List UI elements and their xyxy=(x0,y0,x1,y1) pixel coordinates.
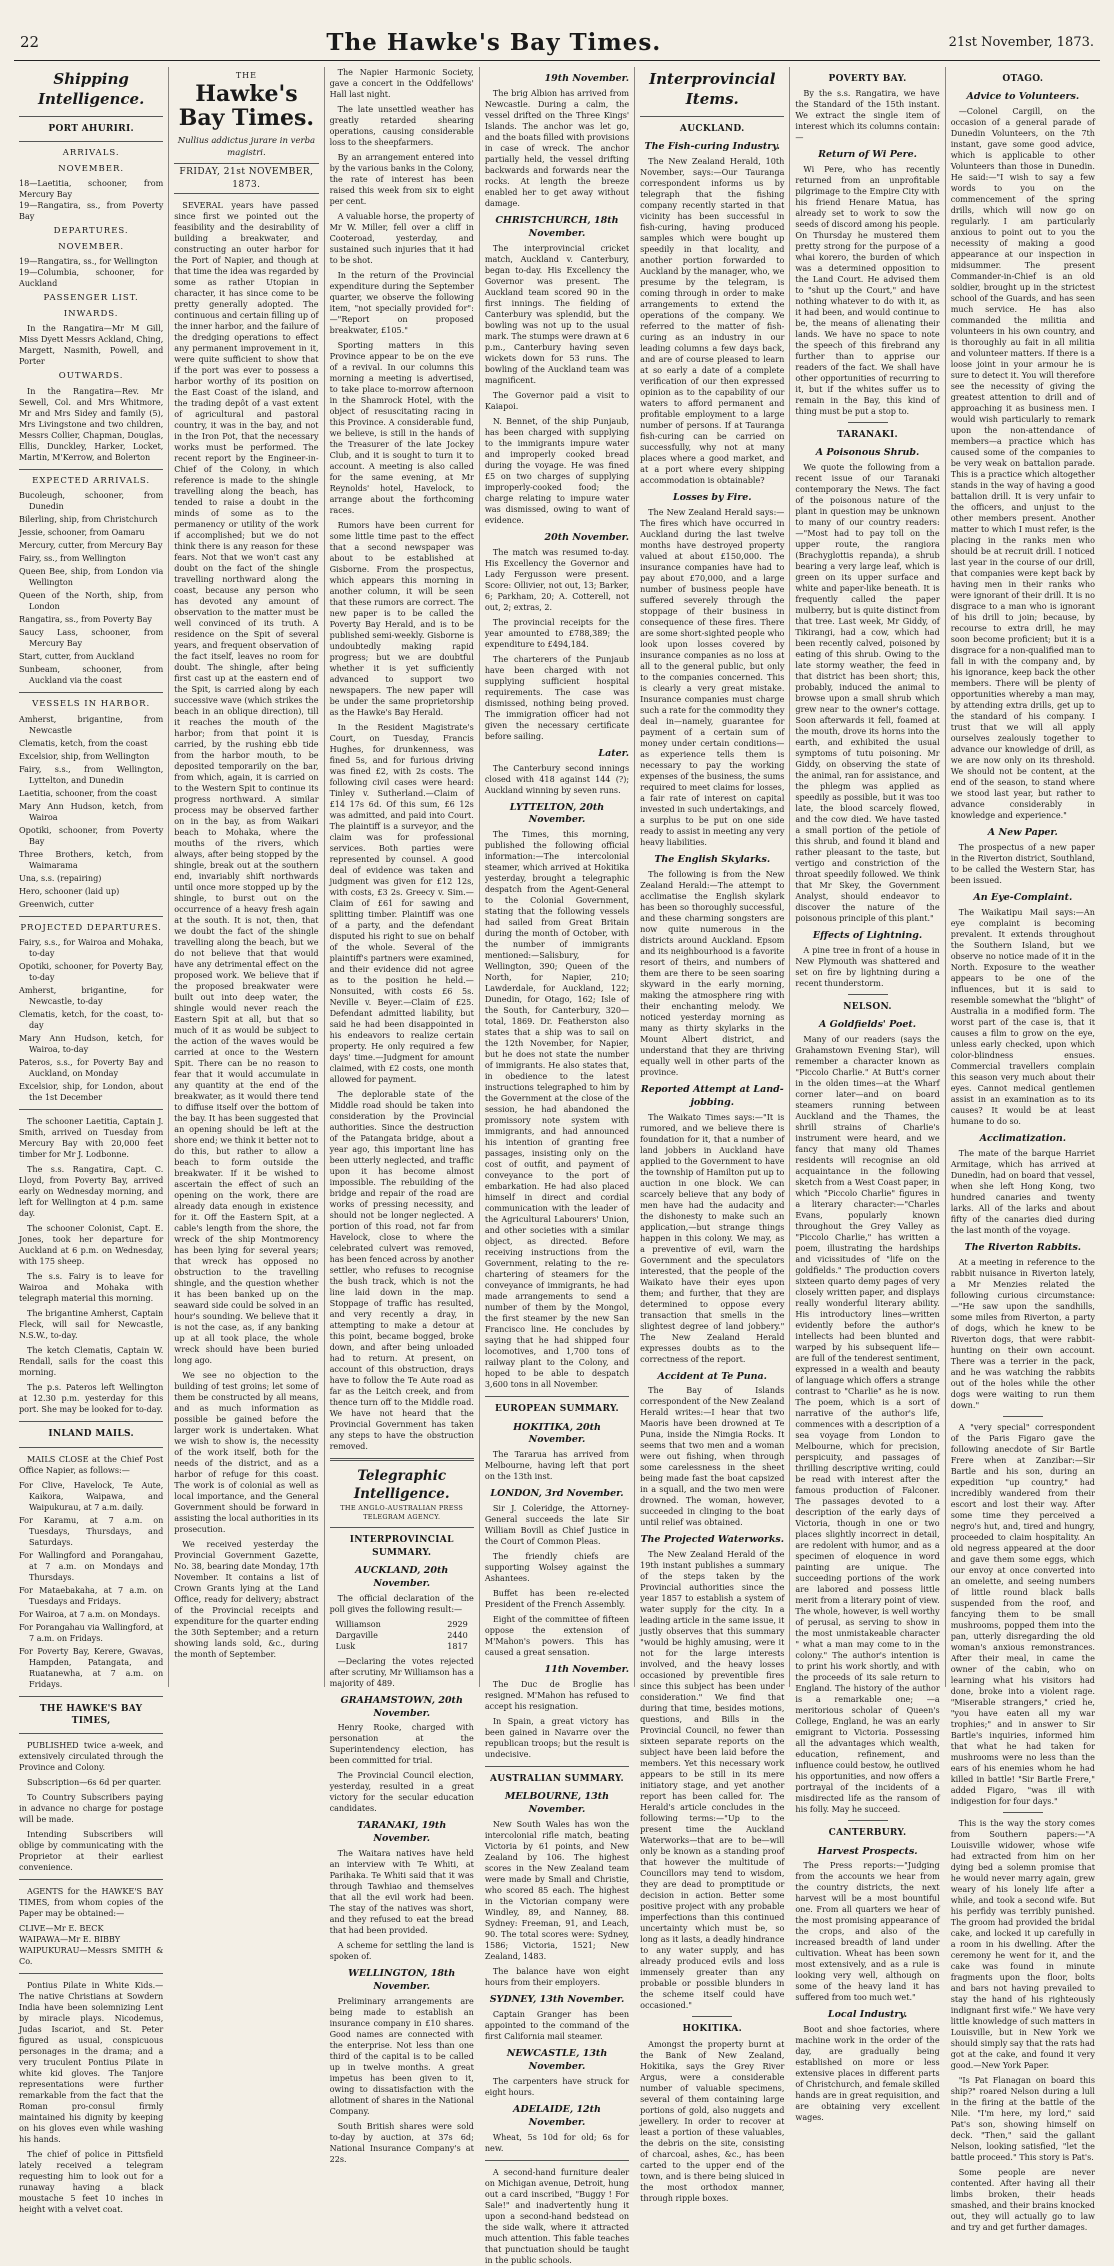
harbor-item: Clematis, ketch, from the coast xyxy=(19,737,148,748)
local-paragraph: Sporting matters in this Province appear to be on the eve of a revival. In our columns this morning a meeting is advertised, to take place to-morrow afternoon in the Shamrock Hotel, with the object of resuscitating racing in this Province. A considerable fund, we believe, is still in the hands of the Treasurer of the late Jockey Club, and it is sought to turn it to account. A meeting is also called for the same evening, at Mr Reynolds' hotel, Havelock, to arrange about the forthcoming races. xyxy=(329,340,474,515)
projected-heading: PROJECTED DEPARTURES. xyxy=(20,922,162,933)
industry-heading: Local Industry. xyxy=(827,2009,908,2021)
paper-date: FRIDAY, 21st NOVEMBER, 1873. xyxy=(174,163,318,193)
column-7 xyxy=(946,67,1100,2232)
outwards-text: In the Rangatira—Rev. Mr Sewell, Col. and Mrs Whitmore, Mr and Mrs Sidey and family (5), Mrs Livingstone and two children, Messrs Collier, Chapman, Douglas, Ellis, Dunckley, Harker, Locket, Martin, M'Kerrow, and Bolerton xyxy=(19,385,164,462)
christchurch-paragraphs xyxy=(485,243,629,526)
local-paragraph: A valuable horse, the property of Mr W. Miller, fell over a cliff in Cooteroad, yesterday, and sustained such injuries that it had to be shot. xyxy=(329,211,474,265)
new-paper-text: The prospectus of a new paper in the Riverton district, Southland, to be called the Western Star, has been issued. xyxy=(950,842,1095,886)
wipere-heading: Return of Wi Pere. xyxy=(818,149,917,161)
candidate-votes: 2440 xyxy=(447,1629,468,1640)
volunteers-text: —Colonel Cargill, on the occasion of a general parade of Dunedin Volunteers, on the 7th instant, gave some good advice, which is applicable to other Volunteers than those in Dunedin. He said:—"I wish to say a few words to you on the commencement of the spring drills, which will now go on regularly. I am particularly anxious to point out to you the necessity of making a good appearance at our inspection in midsummer. The present Commander-in-Chief is an old soldier, brought up in the strictest school of the Guards, and has seen much service. He has also commanded the militia and volunteers in his own country, and is thoroughly au fait in all militia and volunteer matters. If there is a loose joint in your armour he is sure to detect it. You will therefore see the necessity of giving the greatest attention to drill and of approaching it as business men. I would wish particularly to remark upon the non-attendance of members—a practice which has caused some of the companies to be very weak on battalion parade. This is a practice which altogether stands in the way of having a good battalion drill. It is very unfair to the officers, and unjust to the other members present. Another matter to which I must refer, is the placing in the ranks men who should be at recruit drill. I noticed last year in the course of our drill, that companies were kept back by having men in their ranks who were ignorant of their drill. It is no disgrace to a man who is ignorant of his drill to join; because, by recourse to extra drill, he may soon become proficient; but it is a disgrace for a non-qualified man to fall in with the company and, by his ignorance, keep back the other members. There will be plenty of opportunities whereby a man may, by attending extra drills, get up to the standard of his company. I trust that we will all apply ourselves zealously together to advance our knowledge of drill, as we are now only on its threshold. We should not be content, at the end of the season, to stand where we stood last year, but rather to advance considerably in knowledge and experience." xyxy=(950,106,1095,821)
mail-item: For Porangahau via Wallingford, at 7 a.m. on Fridays. xyxy=(19,1621,164,1643)
canterbury-heading: CANTERBURY. xyxy=(828,1828,907,1839)
frere-anecdote: A "very special" correspondent of the Paris Figaro gave the following anecdote of Sir Bartle Frere when at Zanzibar:—Sir Bartle and his son, during an expedition "up country," had incredibly wandered from their escort and lost their way. After some time they perceived a negro's hut, and, tired and hungry, proceeded to claim hospitality. An old negress appeared at the door and gave them some eggs, which our envoy at once converted into an omelette, and seeing numbers of little round black balls suspended from the roof, and fancying them to be small mushrooms, popped them into the pan, utterly disregarding the old woman's anxious remonstrances. After their meal, in came the owner of the cabin, who on learning what his visitors had done, broke into a violent rage. "Miserable strangers," cried he, "you have eaten all my war trophies;" and in answer to Sir Bartle's inquiries, informed him that what he had taken for mushrooms were no less than the ears of his enemies whom he had killed in battle! "Sir Bartle Frere," added Figaro, "was ill with indigestion for four days." xyxy=(950,1421,1095,1806)
harbor-item: Hero, schooner (laid up) xyxy=(19,885,120,896)
expected-item: Jessie, schooner, from Oamaru xyxy=(19,527,145,538)
arrival-item: 18—Laetitia, schooner, from Mercury Bay xyxy=(19,178,164,200)
mail-item: For Karamu, at 7 a.m. on Tuesdays, Thursdays, and Saturdays. xyxy=(19,1514,164,1547)
projected-item: Opotiki, schooner, for Poverty Bay, to-day xyxy=(19,961,164,983)
projected-item: Excelsior, ship, for London, about the 1st December xyxy=(19,1081,164,1103)
poverty-intro: By the s.s. Rangatira, we have the Standard of the 15th instant. We extract the single item of interest which its columns contain:— xyxy=(795,88,940,143)
news-paragraph: The interprovincial cricket match, Auckland v. Canterbury, began to-day. His Excellency the Governor was present. The Auckland team scored 90 in the first innings. The fielding of Canterbury was splendid, but the bowling was not up to the usual mark. The stumps were drawn at 6 p.m., Canterbury having seven wickets down for 53 runs. The bowling of the Auckland team was magnificent. xyxy=(484,242,630,385)
expected-item: Queen of the North, ship, from London xyxy=(19,590,164,612)
mail-item: For Wairoa, at 7 a.m. on Mondays. xyxy=(19,1608,161,1619)
european-heading: EUROPEAN SUMMARY. xyxy=(495,1404,619,1415)
projected-item: Fairy, s.s., for Wairoa and Mohaka, to-day xyxy=(19,937,164,959)
poll-row xyxy=(330,1641,474,1652)
shipping-note: The p.s. Pateros left Wellington at 12.30 p.m. yesterday for this port. She may be looked for to-day. xyxy=(19,1382,164,1415)
rabbits-heading: The Riverton Rabbits. xyxy=(964,1241,1082,1253)
nameplate-the: THE xyxy=(235,71,257,80)
expected-item: Fairy, ss., from Wellington xyxy=(19,553,126,564)
harvest-text: The Press reports:—"Judging from the accounts we hear from the country districts, the next harvest will be a most bountiful one. From all quarters we hear of the most promising appearance of the crops, and also of the increased breadth of land under cultivation. Wheat has been sown most extensively, and as a rule is looking very well, although on some of the heavy land it has suffered from too much wet." xyxy=(795,1860,940,2003)
harbor-item: Una, s.s. (repairing) xyxy=(19,872,102,883)
harbor-item: Opotiki, schooner, from Poverty Bay xyxy=(19,824,164,846)
news-paragraph: The provincial receipts for the year amounted to £788,389; the expenditure to £494,184. xyxy=(484,616,630,649)
melbourne-text-2: The balance have won eight hours from their employers. xyxy=(484,1966,630,1988)
news-paragraph: The match was resumed to-day. His Excellency the Governor and Lady Fergusson were present. Score: Ollivier, not out, 13; Barker, 6; Parkham, 20; A. Cotterell, not out, 2; extras, 2. xyxy=(484,546,630,612)
auckland-text-2: —Declaring the votes rejected after scrutiny, Mr Williamson has a majority of 489. xyxy=(329,1655,474,1688)
adelaide-text: Wheat, 5s 10d for old; 6s for new. xyxy=(484,2131,630,2153)
agents-list xyxy=(19,1923,163,1967)
candidate-name: Dargaville xyxy=(335,1629,378,1640)
grahamstown-text: Henry Rooke, charged with personation at the Superintendency election, has been committed for trial. xyxy=(329,1722,474,1766)
passengers-heading: PASSENGER LIST. xyxy=(43,293,139,304)
telegraphic-heading: Telegraphic Intelligence. xyxy=(353,1468,450,1503)
candidate-name: Lusk xyxy=(335,1640,356,1651)
poll-row xyxy=(330,1630,474,1641)
goldfields-heading: A Goldfields' Poet. xyxy=(818,1019,917,1031)
agent-item: CLIVE—Mr E. BECK xyxy=(19,1923,104,1934)
port-heading: PORT AHURIRI. xyxy=(48,123,134,134)
page-number: 22 xyxy=(20,33,40,51)
newcastle-dateline: NEWCASTLE, 13th November. xyxy=(506,2048,608,2073)
interprovincial-items-heading: Interprovincial Items. xyxy=(649,70,776,109)
grahamstown-text-2: The Provincial Council election, yesterday, resulted in a great victory for the secular education candidates. xyxy=(329,1770,474,1814)
candidate-name: Williamson xyxy=(335,1618,381,1629)
expected-item: Bucoleugh, schooner, from Dunedin xyxy=(19,490,164,512)
masthead xyxy=(14,28,1100,61)
harbor-item: Amherst, brigantine, from Newcastle xyxy=(19,713,164,735)
london-dateline: LONDON, 3rd November. xyxy=(490,1488,624,1500)
shipping-note: The schooner Colonist, Capt. E. Jones, took her departure for Auckland at 6 p.m. on Wednesday, with 175 sheep. xyxy=(19,1223,164,1267)
candidate-votes: 1817 xyxy=(447,1640,468,1651)
waterworks-heading: The Projected Waterworks. xyxy=(640,1534,785,1546)
arrivals-list xyxy=(19,178,163,222)
departure-item: 19—Rangatira, ss., for Wellington xyxy=(19,256,158,267)
auckland-dateline: AUCKLAND, 20th November. xyxy=(355,1564,449,1589)
industry-text: Boot and shoe factories, where machine work in the order of the day, are gradually being established on more or less extensive places in different parts of Christchurch, and female skilled hands are in great requisition, and are obtaining very excellent wages. xyxy=(795,2024,940,2123)
expected-list xyxy=(19,490,163,686)
louisville-anecdote: This is the way the story comes from Southern papers:—"A Louisville widower, whose wife had extracted from him on her dying bed a solemn promise that he would never marry again, grew weary of his lonely life after a while, and took a second wife. But his perfidy was terribly punished. The groom had provided the bridal cake, and locked it up carefully in a room in his dwelling. After the ceremony he went for it, and the cake was found in minute fragments upon the floor, bolts and bars not having prevailed to stay the hand of his righteously indignant first wife." We have very little knowledge of such matters in Louisville, but in New York we should simply say that the rats had got at the cake, and found it very good.—New York Paper. xyxy=(950,1817,1095,2070)
taranaki-dateline: TARANAKI, 19th November. xyxy=(357,1820,447,1845)
telegraphic-subheading: THE ANGLO-AUSTRALIAN PRESS TELEGRAM AGENCY. xyxy=(340,1503,464,1521)
departures-month: NOVEMBER. xyxy=(58,241,125,252)
hokitika-heading: HOKITIKA. xyxy=(682,2024,743,2035)
newcastle-text: The carpenters have struck for eight hours. xyxy=(484,2075,630,2097)
projected-item: Clematis, ketch, for the coast, to-day xyxy=(19,1009,164,1031)
mails-heading: INLAND MAILS. xyxy=(48,1429,134,1440)
harbor-item: Excelsior, ship, from Wellington xyxy=(19,750,150,761)
christchurch-dateline: CHRISTCHURCH, 18th November. xyxy=(495,214,619,239)
expected-item: Mercury, cutter, from Mercury Bay xyxy=(19,540,163,551)
column-2 xyxy=(169,67,324,1687)
nov20-dateline: 20th November. xyxy=(544,531,630,543)
fish-heading: The Fish-curing Industry. xyxy=(644,141,780,153)
rabbits-text: At a meeting in reference to the rabbit nuisance in Riverton lately, a Mr Menzies related the following curious circumstance:—"He saw upon the sandhills, some miles from Riverton, a party of dogs, which he knew to be Riverton dogs, that were rabbit-hunting on their own account. There was a terrier in the pack, and he was watching the rabbits out of the holes while the other dogs were waiting to run them down." xyxy=(950,1256,1095,1410)
pittsfield-text: The chief of police in Pittsfield lately received a telegram requesting him to look out for a runaway having a black moustache 5 feet 10 inches in height with a velvet coat. xyxy=(19,2149,164,2215)
shipping-notes xyxy=(19,1116,163,1415)
column-1 xyxy=(14,67,169,2215)
sydney-dateline: SYDNEY, 13th November. xyxy=(489,1994,625,2006)
otago-heading: OTAGO. xyxy=(1002,74,1044,84)
projected-list xyxy=(19,937,163,1103)
times-p4: Intending Subscribers will oblige by communicating with the Proprietor at their earliest convenience. xyxy=(19,1829,164,1873)
news-paragraph: N. Bennet, of the ship Punjaub, has been charged with supplying to the immigrants impure water and improperly cooked bread during the voyage. He was fined £5 on two charges of supplying improperly-cooked food; the charge relating to impure water was dismissed, owing to want of evidence. xyxy=(484,415,630,525)
sydney-text: Captain Granger has been appointed to the command of the first California mail steamer. xyxy=(484,2009,630,2042)
poll-row xyxy=(330,1619,474,1630)
hokitika-dateline: HOKITIKA, 20th November. xyxy=(513,1421,601,1446)
eye-complaint-heading: An Eye-Complaint. xyxy=(973,892,1073,904)
local-paragraph: The Napier Harmonic Society, gave a concert in the Oddfellows' Hall last night. xyxy=(329,67,474,99)
later-text: The Canterbury second innings closed with 418 against 144 (?); Auckland winning by seven runs. xyxy=(484,762,630,795)
shipping-note: The s.s. Rangatira, Capt. C. Lloyd, from Poverty Bay, arrived early on Wednesday morning, and left for Wellington at 4 p.m. same day. xyxy=(19,1164,164,1219)
mail-item: For Clive, Havelock, Te Aute, Kaikora, Waipawa, and Waipukurau, at 7 a.m. daily. xyxy=(19,1479,164,1512)
leader-paragraph: We received yesterday the Provincial Government Gazette, No. 38, bearing date Monday, 17th November. It contains a list of Crown Grants lying at the Land Office, ready for delivery; abstract of the Provincial receipts and expenditure for the quarter ending the 30th September; and a return showing lands sold, &c., during the month of September. xyxy=(174,1538,319,1659)
harvest-heading: Harvest Prospects. xyxy=(817,1845,918,1857)
candidate-votes: 2929 xyxy=(447,1618,468,1629)
local-paragraph: Rumors have been current for some little time past to the effect that a second newspaper was about to be established at Gisborne. From the prospectus, which appears this morning in another column, it will be seen that these rumors are correct. The new paper is to be called the Poverty Bay Herald, and is to be published semi-weekly. Gisborne is undoubtedly making rapid progress; but we are doubtful whether it is yet sufficiently advanced to support two newspapers. The new paper will be under the same proprietorship as the Hawke's Bay Herald. xyxy=(329,520,474,717)
grahamstown-dateline: GRAHAMSTOWN, 20th November. xyxy=(340,1694,463,1719)
poverty-bay-heading: POVERTY BAY. xyxy=(828,74,907,84)
news-paragraph: The Duc de Broglie has resigned. M'Mahon has refused to accept his resignation. xyxy=(484,1679,630,1712)
nelson-anecdote: "Is Pat Flanagan on board this ship?" roared Nelson during a lull in the firing at the battle of the Nile. "I'm here, my lord," said Pat's son, showing himself on deck. "Then," said the gallant Nelson, looking satisfied, "let the battle proceed." This story is Pat's. xyxy=(950,2074,1095,2162)
expected-item: Sunbeam, schooner, from Auckland via the coast xyxy=(19,664,164,686)
wellington-text: Preliminary arrangements are being made to establish an insurance company in £10 shares. Good names are connected with the enterprise. Not less than one third of the capital is to be called up in twelve months. A great impetus has been given to it, owing to dissatisfaction with the allotment of shares in the National Company. xyxy=(329,1996,474,2117)
news-paragraph: Eight of the committee of fifteen oppose the extension of M'Mahon's powers. This has caused a great sensation. xyxy=(484,1614,630,1658)
arrivals-heading: ARRIVALS. xyxy=(62,148,120,159)
news-paragraph: In Spain, a great victory has been gained in Navarre over the republican troops; but the result is undecisive. xyxy=(484,1716,630,1760)
harbor-item: Three Brothers, ketch, from Waimarama xyxy=(19,848,164,870)
acclimatization-heading: Acclimatization. xyxy=(979,1132,1067,1144)
times-heading: THE HAWKE'S BAY TIMES, xyxy=(39,1703,143,1726)
column-5 xyxy=(635,67,790,2203)
masthead-title: The Hawke's Bay Times. xyxy=(326,28,662,56)
col4-paragraphs xyxy=(485,88,629,209)
pilate-text: Pontius Pilate in White Kids.—The native Christians at Sowdern India have been solemnizing Lent by miracle plays. Nicodemus, Judas Iscariot, and St. Peter figured as usual, conspicuous personages in the drama; and a very truculent Pontius Pilate in white kid gloves. The Tanjore representations were further remarkable from the fact that the Roman pro-consul firmly maintained his dignity by keeping on his gloves even while washing his hands. xyxy=(19,1980,164,2145)
agents-text: AGENTS for the HAWKE'S BAY TIMES, from whom copies of the Paper may be obtained:— xyxy=(19,1886,164,1919)
later-dateline: Later. xyxy=(598,747,630,759)
expected-item: Saucy Lass, schooner, from Mercury Bay xyxy=(19,627,164,649)
skylark-heading: The English Skylarks. xyxy=(654,853,771,865)
shrub-text: We quote the following from a recent issue of our Taranaki contemporary the News. The fact of the poisonous nature of the plant in question may be unknown to many of our country readers:—"Most had to pay toll on the upper route, the rangiora (Brachyglottis repanda), a shrub bearing a very large leaf, which is green on its upper surface and white and paper-like beneath. It is frequently called the paper mulberry, but is quite distinct from that tree. Last week, Mr Giddy, of Tikirangi, had a cow, which had been recently calved, poisoned by eating of this shrub. Owing to the late stormy weather, the feed in that district has been short; this, probably, induced the animal to browse upon a small shrub which grew near to the owner's cottage. Soon afterwards it fell, foamed at the mouth, drove its horns into the earth, and exhibited the usual symptoms of tutu poisoning. Mr Giddy, on observing the state of the animal, ran for assistance, and the phlegm was applied as speedily as possible, but it was too late, the blood scarcely flowed, and the cow died. We have tasted a small portion of the petiole of this shrub, and found it bland and rather pleasant to the taste, but vertigo and constriction of the throat speedily followed. We think that Mr Skey, the Government Analyst, should endeavor to discover the nature of the poisonous principle of this plant." xyxy=(795,462,940,924)
fire-text: The New Zealand Herald says:—The fires which have occurred in Auckland during the last twelve months have destroyed property valued at about £150,000. The insurance companies have had to pay about £70,000, and a large number of business people have suffered severely through the stoppage of their business in consequence of these fires. There are some short-sighted people who look upon losses covered by insurance companies as no loss at all to the general public, but only to the companies concerned. This is clearly a very great mistake. Insurance companies must charge such a rate for the commodity they deal in—namely, guarantee for payment of a certain sum of money under certain conditions—as experience tells them is necessary to pay the working expenses of the business, the sums required to meet claims for losses, a fair rate of interest on capital invested in such undertakings, and a surplus to be put on one side ready to assist in meeting any very heavy liabilities. xyxy=(640,506,785,847)
shipping-note: The brigantine Amherst, Captain Fleck, will sail for Newcastle, N.S.W., to-day. xyxy=(19,1308,164,1341)
melbourne-dateline: MELBOURNE, 13th November. xyxy=(504,1791,610,1816)
shipping-note: The ketch Clematis, Captain W. Rendall, sails for the coast this morning. xyxy=(19,1345,164,1378)
times-p2: Subscription—6s 6d per quarter. xyxy=(27,1777,162,1788)
expected-heading: EXPECTED ARRIVALS. xyxy=(32,475,151,486)
local-paragraph: In the return of the Provincial expenditure during the September quarter, we observe the following item, "not specially provided for":—"Report on proposed breakwater, £105." xyxy=(329,270,474,335)
fire-heading: Losses by Fire. xyxy=(672,491,752,503)
taranaki-heading: TARANAKI. xyxy=(837,430,898,441)
wellington-dateline: WELLINGTON, 18th November. xyxy=(348,1968,456,1993)
news-paragraph: The brig Albion has arrived from Newcastle. During a calm, the vessel drifted on the Three Kings' Islands. The anchor was let go, and the boats filled with provisions in case of wreck. The anchor partially held, the vessel drifting backwards and forwards near the rocks. At length the breeze enabled her to get away without damage. xyxy=(484,87,630,208)
columns xyxy=(14,67,1100,2265)
leader-paragraph: We see no objection to the building of test groins; let some of them be constructed by all means, and as much information as possible be gained before the larger work is undertaken. What we wish to show is, the necessity of the work itself, both for the needs of the district, and as a harbor of refuge for this coast. The work is of colonial as well as local importance, and the General Government should be forward in assisting the local authorities in its prosecution. xyxy=(174,1369,319,1534)
agent-item: WAIPUKURAU—Messrs SMITH & Co. xyxy=(19,1945,164,1967)
nov11-paragraphs xyxy=(485,1679,629,1760)
poll-table xyxy=(330,1619,474,1652)
paper-nameplate xyxy=(174,71,318,130)
expected-item: Rangatira, ss., from Poverty Bay xyxy=(19,614,152,625)
harbor-list xyxy=(19,714,163,910)
lyttelton-dateline: LYTTELTON, 20th November. xyxy=(509,801,605,826)
projected-item: Pateros, s.s., for Poverty Bay and Auckland, on Monday xyxy=(19,1057,164,1079)
auckland-heading: AUCKLAND. xyxy=(679,123,745,134)
auckland-text: The official declaration of the poll gives the following result:— xyxy=(329,1592,474,1614)
shipping-note: The s.s. Fairy is to leave for Wairoa and Mohaka with telegraph material this morning. xyxy=(19,1271,164,1304)
fish-text: The New Zealand Herald, 10th November, says:—Our Tauranga correspondent informs us by telegraph that the fishing company recently started in that vicinity has been successful in fish-curing, having produced samples which were bought up speedily in that locality, and another portion forwarded to Auckland by the manager, who, we presume by the telegram, is coming through in order to make arrangements to extend the operations of the company. We referred to the matter of fish-curing as an industry in our leading columns a few days back, and are of course pleased to learn at so early a date of a complete verification of our then expressed opinion as to the capability of our waters to afford permanent and profitable employment to a large number of persons. If at Tauranga fish-curing can be carried on successfully, why not at many places where a good market, and at a port where every shipping accommodation is obtainable? xyxy=(640,155,785,485)
taranaki-text: The Waitara natives have held an interview with Te Whiti, at Parihaka. Te Whiti said that it was through Tawhiao and themselves that all the evil work had been. The stay of the natives was short, and they refused to eat the bread that had been provided. xyxy=(329,1848,474,1936)
new-paper-heading: A New Paper. xyxy=(987,827,1058,839)
lyttelton-text: The Times, this morning, published the following official information:—The intercolonial steamer, which arrived at Hokitika yesterday, brought a telegraphic despatch from the Agent-General to the Colonial Government, stating that the following vessels had sailed from Great Britain during the month of October, with the number of immigrants mentioned:—Salisbury, for Wellington, 390; Queen of the North, for Napier, 210; Lawderdale, for Auckland, 122; Dunedin, for Otago, 162; Isle of the South, for Canterbury, 320—total, 1869. Dr. Featherston also states that a ship was to sail on the 12th November, for Napier, but he does not state the number of immigrants. He also states that, in obedience to the latest instructions telegraphed to him by the Government at the close of the session, he had abandoned the promissory note system with immigrants, and had announced his intention of granting free passages, insisting only on the cost of outfit, and payment of conveyance to the port of embarkation. He had also placed himself in direct and cordial communication with the leader of the Agricultural Labourers' Union, and other societies with a similar object, as directed. Before receiving instructions from the Government, relating to the re-chartering of steamers for the conveyance of immigrants, he had made arrangements to send a number of them by the Mongol, the first steamer by the new San Francisco line. He concludes by saying that he had shipped four locomotives, and 1,700 tons of railway plant to the Colony, and hoped to be able to despatch 3,600 tons in all November. xyxy=(484,829,630,1390)
departures-list xyxy=(19,256,163,289)
nameplate-name: Hawke's Bay Times. xyxy=(178,80,315,132)
hokitika-text: The Tararua has arrived from Melbourne, having left that port on the 13th inst. xyxy=(484,1449,630,1482)
punctuation-text: A second-hand furniture dealer on Michigan avenue, Detroit, hung out a card inscribed, "Buggy ! For Sale!" and inadvertently hung it upon a second-hand bedstead on the side walk, where it attracted much attention. This fable teaches that punctuation should be taught in the public schools. xyxy=(484,2166,630,2265)
harbor-item: Laetitia, schooner, from the coast xyxy=(19,787,157,798)
arrival-item: 19—Rangatira, ss., from Poverty Bay xyxy=(19,200,164,222)
local-paragraph: The late unsettled weather has greatly retarded shearing operations, causing considerable loss to the sheepfarmers. xyxy=(329,104,474,147)
london-paragraphs xyxy=(485,1503,629,1658)
damages-anecdote: Some people are never contented. After having all their limbs broken, their heads smashed, and their brains knocked out, they will actually go to law and try and get further damages. xyxy=(950,2166,1095,2232)
acclimatization-text: The mate of the barque Harriet Armitage, which has arrived at Dunedin, had on board that vessel, when she left Hong Kong, two hundred canaries and twenty larks. All of the larks and about fifty of the canaries died during the last month of the voyage. xyxy=(950,1147,1095,1235)
lightning-heading: Effects of Lightning. xyxy=(812,930,923,942)
expected-item: Bilerling, ship, from Christchurch xyxy=(19,514,158,525)
agent-item: WAIPAWA—Mr E. BIBBY xyxy=(19,1934,121,1945)
mail-item: For Mataebakaha, at 7 a.m. on Tuesdays and Fridays. xyxy=(19,1584,164,1606)
projected-item: Amherst, brigantine, for Newcastle, to-day xyxy=(19,985,164,1007)
times-p3: To Country Subscribers paying in advance no charge for postage will be made. xyxy=(19,1792,164,1825)
eye-complaint-text: The Waikatipu Mail says:—An eye complaint is becoming prevalent. It extends throughout the Southern Island, but we observe no notice made of it in the North. Exposure to the weather appears to be one of the influences, but it is said to resemble somewhat the "blight" of Australia in a modified form. The worst part of the case is, that it causes a film to grow on the eye, unless early checked, upon which color-blindness ensues. Commercial travellers complain this season very much about their eyes. Cannot medical gentlemen assist in an examination as to its causes? It would be at least humane to do so. xyxy=(950,906,1095,1126)
outwards-heading: OUTWARDS. xyxy=(58,371,124,382)
news-paragraph: The Governor paid a visit to Kaiapoi. xyxy=(484,389,630,411)
news-paragraph: Buffet has been re-elected President of the French Assembly. xyxy=(484,1588,630,1610)
local-paragraph: The deplorable state of the Middle road should be taken into consideration by the Provincial authorities. Since the destruction of the Patangata bridge, about a year ago, this important line has been utterly neglected, and traffic upon it has become almost impossible. The rebuilding of the bridge and repair of the road are works of pressing necessity, and should not be longer neglected. A portion of this road, not far from Havelock, close to where the celebrated culvert was removed, has been fenced across by another settler, who refuses to recognise the bush track, which is not the line laid down in the map. Stoppage of traffic has resulted, and very recently a dray, in attempting to make a detour at this point, became bogged, broke down, and after being unloaded had to return. At present, on account of this obstruction, drays have to follow the Te Aute road as far as the Leitch creek, and from thence turn off to the Middle road. We have not heard that the Provincial Government has taken any steps to have the obstruction removed. xyxy=(329,1089,474,1451)
paper-motto: Nullius addictus jurare in verba magistri. xyxy=(177,136,316,158)
hokitika-text: Amongst the property burnt at the Bank of New Zealand, Hokitika, says the Grey River Argus, were a considerable number of valuable specimens, several of them containing large portions of gold, also nuggets and jewellery. In order to recover at least a portion of these valuables, the debris on the site, consisting of charcoal, ashes, &c., has been carted to the upper end of the town, and is there being sluiced in the most orthodox manner, through ripple boxes. xyxy=(640,2038,785,2203)
leader-paragraph: SEVERAL years have passed since first we pointed out the feasibility and the desirability of building a breakwater, and constructing an outer harbor for the Port of Napier, and though at that time the idea was regarded by some as rather Utopian in character, it has since come to be pretty generally adopted. The continuous and certain filling up of the inner harbor, and the failure of the dredging operations to effect any permanent improvement in it, were quite sufficient to show that if the port was ever to possess a harbor worthy of its position on the East Coast of the island, and the trading depôt of a vast extent of agricultural and pastoral country, it was in the bay, and not in the Iron Pot, that the necessary works must be performed. The recent report by the Engineer-in-Chief of the Colony, in which reference is made to the shingle travelling along the beach, has tended to raise a doubt in the minds of some as to the permanency or utility of the work if accomplished; but we do not think there is any reason for these fears. Not that we won't cast any doubt on the fact of the shingle travelling northward along the coast, because any person who has devoted any amount of observation to the matter must be well convinced of its truth. A residence on the Spit of several years, and frequent observation of the fact itself, leaves no room for doubt. The shingle, after being first cast up at the eastern end of the Spit, is carried along by each successive wave (which strikes the beach in an oblique direction), till it reaches the mouth of the harbor; from that point it is carried, by the rushing ebb tide from the harbor mouth, to be deposited temporarily on the bar, from which, again, it is carried on to the Western Spit to continue its progress northward. A similar process may be observed farther on in the bay, as from Waikari beach to Mohaka, where the mouths of the rivers, which always, after being stopped by the shingle, break out at the southern end, invariably shift northwards until once more stopped up by the shingle, to burst out on the occurrence of a heavy fresh again at the south. It is not, then, that we doubt the fact of the shingle travelling along the beach, but we do not believe that that would have any detrimental effect on the proposed work. We believe that if the proposed breakwater were built out into deep water, the shingle would never reach the Eastern Spit at all, but that so much of it as would be subject to the action of the waves would be carried at once to the Western Spit. There can be no reason to fear that it would accumulate in any quantity at the end of the breakwater, as it would there tend to diffuse itself over the bottom of the bay. It has been suggested that an opening should be left at the shore end; we think it better not to do this, but rather to allow a beach to form outside the breakwater. If it be wished to ascertain the effect of such an opening on the work, there are already data enough in existence for it. Off the Eastern Spit, at a cable's length from the shore, the wreck of the ship Montmorency has been lying for several years; that wreck has opposed no obstruction to the travelling shingle, and the question whether it has been banked up on the seaward side could be solved in an hour's sounding. We believe that it is not the case, as, if any banking up at all took place, the whole wreck should have been buried long ago. xyxy=(174,199,319,1365)
mails-intro: MAILS CLOSE at the Chief Post Office Napier, as follows:— xyxy=(19,1453,164,1475)
lightning-text: A pine tree in front of a house in New Plymouth was shattered and set on fire by lightning during a recent thunderstorm. xyxy=(795,945,940,989)
masthead-date: 21st November, 1873. xyxy=(948,34,1094,50)
waterworks-text: The New Zealand Herald of the 19th instant publishes a summary of the steps taken by the Provincial authorities since the year 1857 to establish a system of water supply for the city. In a leading article in the same issue, it justly observes that this summary "would be highly amusing, were it not for the large interests involved, and the heavy losses occasioned by preventible fires since this subject has been under consideration." We find that during that time, besides motions, questions, and Bills in the Provincial Council, no fewer than sixteen separate reports on the subject have been laid before the members. Yet this necessary work appears to be still in its mere initiatory stage, and yet another report has been called for. The Herald's article concludes in the following terms:—"Up to the present time the Auckland Waterworks—that are to be—will only be known as a standing proof that however the multitude of Councillors may tend to wisdom, they are dead to promptitude or decision in action. Better some positive project with any probable imperfections than this continued uncertainty which must be, so long as it lasts, a deadly hindrance to any water supply, and has already produced evils and loss immensely greater than any probable or possible blunders in the scheme itself could have occasioned." xyxy=(640,1549,785,2011)
shrub-heading: A Poisonous Shrub. xyxy=(815,447,920,459)
expected-item: Start, cutter, from Auckland xyxy=(19,651,135,662)
harbor-heading: VESSELS IN HARBOR. xyxy=(32,699,151,710)
local-paragraphs xyxy=(330,67,474,1452)
harbor-item: Fairy, s.s., from Wellington, Lyttelton, and Dunedin xyxy=(19,763,164,785)
news-paragraph: The charterers of the Punjaub have been charged with not supplying sufficient hospital requirements. The case was dismissed, nothing being proved. The immigration officer had not given the necessary certificate before sailing. xyxy=(484,653,630,741)
taranaki-text-2: A scheme for settling the land is spoken of. xyxy=(329,1940,474,1962)
shipping-heading: Shipping Intelligence. xyxy=(37,70,145,109)
arrivals-month: NOVEMBER. xyxy=(58,163,125,174)
harbor-item: Greenwich, cutter xyxy=(19,898,94,909)
column-4 xyxy=(480,67,635,2265)
goldfields-text: Many of our readers (says the Grahamstown Evening Star), will remember a character known as "Piccolo Charlie." At Butt's corner in the olden times—at the Wharf corner later—and on board steamers running between Auckland and the Thames, the shrill strains of Charlie's instrument were heard, and we fancy that many old Thames residents will recognise an old acquaintance in the following sketch from a West Coast paper, in which "Piccolo Charlie" figures in a literary character:—"Charles Evans, popularly known throughout the Grey Valley as "Piccolo Charlie," has written a poem, illustrating the hardships and vicissitudes of "life on the goldfields." The production covers sixteen quarto demy pages of very closely written paper, and displays really wonderful literary ability. His introductory lines—written evidently before the author's intellects had been blunted and warped by his subsequent life—are full of the tenderest sentiment, expressed in a wealth and beauty of language which offers a strange contrast to "Charlie" as he is now. The poem, which is a sort of narrative of the author's life, commences with a description of a sea voyage from London to Melbourne, which for precision, perspicuity, and passages of thrilling descriptive writing, could be read with interest after the famous production of Falconer. The passages devoted to a description of the early days of Victoria, though in one or two places slightly incorrect in detail, are redolent with humor, and as a specimen of eloquence in word painting are unique. The succeeding portions of the work are labored and possess little merit from a literary point of view. The whole, however, is well worthy of perusal, as serving to show in the most unmistakeable character " what a man may come to in the colony." The author's intention is to print his work shortly, and with the proceeds of its sale return to England. The history of the author is a remarkable one; —a meritorious scholar of Queen's College, England, he was an early emigrant to Victoria. Possessing all the advantages which wealth, education, refinement, and influence could bestow, he outlived his opportunities, and now offers a portrayal of the incidents of a misdirected life as the ransom of his folly. May he succeed. xyxy=(795,1034,940,1815)
mails-list xyxy=(19,1480,163,1690)
local-paragraph: By an arrangement entered into by the various banks in the Colony, the rate of interest has been raised this week from six to eight per cent. xyxy=(329,152,474,206)
expected-item: Queen Bee, ship, from London via Wellington xyxy=(19,566,164,588)
inwards-text: In the Rangatira—Mr M Gill, Miss Dyett Messrs Ackland, Ching, Margett, Nasmith, Powell, and Porter xyxy=(19,323,164,367)
column-6 xyxy=(790,67,945,2123)
inwards-heading: INWARDS. xyxy=(63,308,119,319)
australian-heading: AUSTRALIAN SUMMARY. xyxy=(490,1774,624,1785)
mail-item: For Wallingford and Porangahau, at 7 a.m. on Mondays and Thursdays. xyxy=(19,1549,164,1582)
puna-text: The Bay of Islands correspondent of the New Zealand Herald writes:—I hear that two Maoris have been drowned at Te Puna, inside the Nimgia Rocks. It seems that two men and a woman were out fishing, when through some carelessness in the sheet being made fast the boat capsized in a squall, and the two men were drowned. The woman, however, succeeded in clinging to the boat until relief was obtained. xyxy=(640,1385,785,1528)
nelson-heading: NELSON. xyxy=(843,1002,892,1013)
nov11-dateline: 11th November. xyxy=(544,1664,630,1676)
times-p1: PUBLISHED twice a-week, and extensively circulated through the Province and Colony. xyxy=(19,1740,164,1773)
wellington-text-2: South British shares were sold to-day by auction, at 37s 6d; National Insurance Company's at 22s. xyxy=(329,2121,474,2165)
christchurch-paragraphs-2 xyxy=(485,547,629,742)
skylark-text: The following is from the New Zealand Herald:—The attempt to acclimatise the English skylark has been so thoroughly successful, and these charming songsters are now quite numerous in the districts around Auckland. Epsom and its neighbourhood is a favorite resort of theirs, and numbers of them are there to be seen soaring skyward in the early morning, making the atmosphere ring with their enchanting melody. We noticed yesterday morning as many as thirty skylarks in the Mount Albert district, and understand that they are thriving equally well in other parts of the province. xyxy=(640,868,785,1077)
column-3 xyxy=(325,67,480,2165)
leader-paragraphs xyxy=(174,200,318,1660)
departures-heading: DEPARTURES. xyxy=(53,226,129,237)
news-paragraph: Sir J. Coleridge, the Attorney-General succeeds the late Sir William Bovill as Chief Justice in the Court of Common Pleas. xyxy=(484,1503,630,1547)
wipere-text: Wi Pere, who has recently returned from an unprofitable pilgrimage to the Empire City with his friend Henare Matua, has already set to work to sow the seeds of discord among his people. On Thursday he mustered them pretty strong for the purpose of a whai korero, the burden of which was a determined opposition to the Land Court. He advised them to "shut up the Court," and have nothing whatever to do with it, as it had been, and would continue to be, the means of alienating their lands. We have no space to note the speech of this firebrand any further than to apprise our readers of the fact. We shall have other opportunities of recurring to it, but if the whites suffer us to remain in the Bay, this kind of thing must be put a stop to. xyxy=(795,164,940,417)
puna-heading: Accident at Te Puna. xyxy=(657,1370,767,1382)
jobbing-heading: Reported Attempt at Land-jobbing. xyxy=(640,1083,784,1108)
departure-item: 19—Columbia, schooner, for Auckland xyxy=(19,267,164,289)
adelaide-dateline: ADELAIDE, 12th November. xyxy=(513,2103,601,2128)
news-paragraph: The friendly chiefs are supporting Wolsey against the Ashantees. xyxy=(484,1551,630,1584)
local-paragraph: In the Resident Magistrate's Court, on Tuesday, Francis Hughes, for drunkenness, was fined 5s, and for furious driving was fined £2, with 2s costs. The following civil cases were heard: Tinley v. Sutherland.—Claim of £14 17s 6d. Of this sum, £6 12s was admitted, and paid into Court. The plaintiff is a surveyor, and the claim was for professional services. Both parties were represented by counsel. A good deal of evidence was taken and judgment was given for £12 12s, with costs, £3 2s. Greecy v. Sim.—Claim of £61 for sawing and splitting timber. Plaintiff was one of a party, and the defendant disputed his right to sue on behalf of the whole. Several of the plaintiff's partners were examined, and their evidence did not agree as to the position he held.—Nonsuited, with costs £6 5s. Neville v. Beyer.—Claim of £25. Defendant admitted liability, but said he had been disappointed in his endeavors to realize certain property. He only required a few days' time.—Judgment for amount claimed, with £2 costs, one month allowed for payment. xyxy=(329,722,474,1084)
volunteers-heading: Advice to Volunteers. xyxy=(966,91,1080,103)
interprovincial-heading: INTERPROVINCIAL SUMMARY. xyxy=(349,1535,454,1558)
harbor-item: Mary Ann Hudson, ketch, from Wairoa xyxy=(19,800,164,822)
jobbing-text: The Waikato Times says:—"It is rumored, and we believe there is foundation for it, that a number of land jobbers in Auckland have applied to the Government to have the township of Hamilton put up to auction in one block. We can scarcely believe that any body of men have had the audacity and the dishonesty to make such an application,—but strange things happen in this colony. We may, as a preventive of evil, warn the Government and the speculators interested, that the people of the Waikato have their eyes upon them; and further, that they are determined to oppose every transaction that smells in the slightest degree of land jobbery." The New Zealand Herald expresses doubts as to the correctness of the report. xyxy=(640,1111,785,1364)
shipping-note: The schooner Laetitia, Captain J. Smith, arrived on Tuesday from Mercury Bay with 20,000 feet timber for Mr J. Lodbonne. xyxy=(19,1116,164,1160)
projected-item: Mary Ann Hudson, ketch, for Wairoa, to-day xyxy=(19,1033,164,1055)
mail-item: For Poverty Bay, Kerere, Gwavas, Hampden, Patangata, and Ruatanewha, at 7 a.m. on Fridays. xyxy=(19,1645,164,1689)
melbourne-text: New South Wales has won the intercolonial rifle match, beating Victoria by 61 points, and New Zealand by 106. The highest scores in the New Zealand team were made by Small and Christie, who scored 85 each. The highest in the Victorian company were Windley, 89, and Nanney, 88. Sydney: Freeman, 91, and Leach, 90. The total scores were: Sydney, 1586; Victoria, 1521; New Zealand, 1483. xyxy=(484,1819,630,1962)
nov19-dateline: 19th November. xyxy=(544,73,630,84)
